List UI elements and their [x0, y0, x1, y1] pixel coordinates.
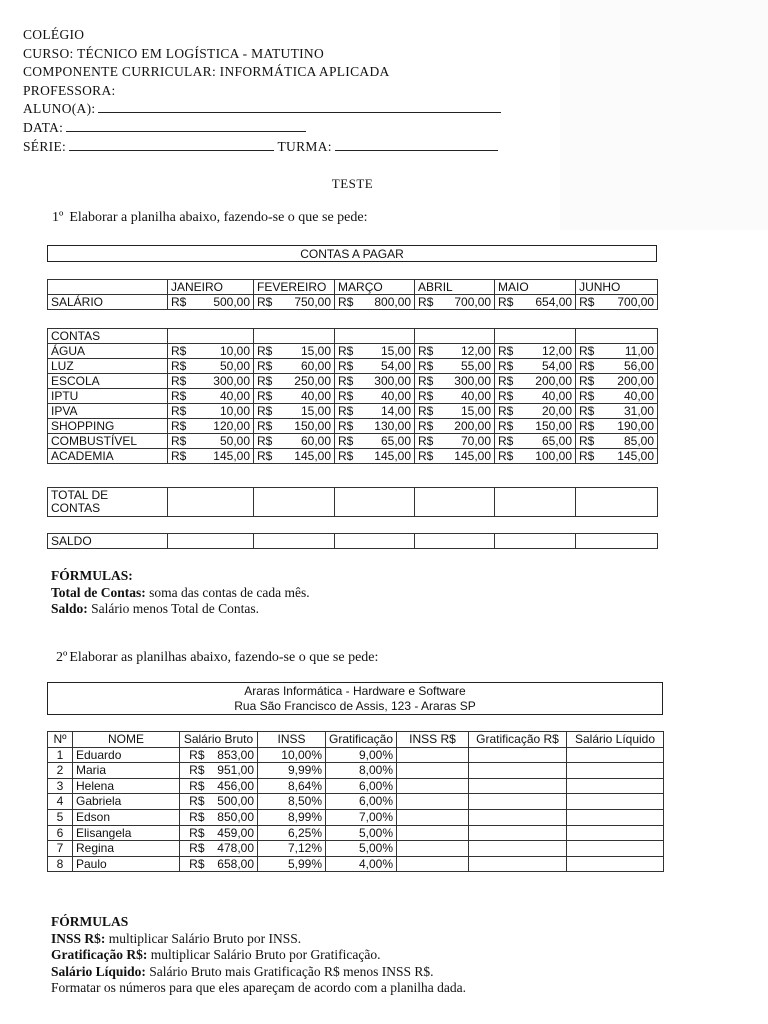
- currency-symbol: R$: [576, 434, 596, 449]
- salario-table: [47, 279, 658, 310]
- conta-row: [48, 449, 658, 464]
- conta-value: 150,00: [515, 419, 576, 434]
- contas-title: CONTAS A PAGAR: [48, 246, 657, 262]
- currency-symbol: R$: [576, 374, 596, 389]
- currency-symbol: R$: [335, 389, 355, 404]
- employee-name: Elisangela: [73, 825, 180, 841]
- currency-symbol: R$: [168, 344, 196, 359]
- employee-salario-bruto: 478,00: [208, 841, 258, 857]
- saldo-cell: [576, 534, 658, 549]
- conta-label: ACADEMIA: [48, 449, 168, 464]
- employee-gratificacao: 5,00%: [326, 841, 397, 857]
- curso-label: CURSO: TÉCNICO EM LOGÍSTICA - MATUTINO: [23, 45, 325, 61]
- total-cell: [254, 488, 335, 517]
- employee-name: Regina: [73, 841, 180, 857]
- employee-inss-rs: [397, 747, 469, 763]
- conta-value: 145,00: [196, 449, 254, 464]
- salario-value: 700,00: [435, 295, 495, 310]
- employee-number: 7: [48, 841, 73, 857]
- saldo-table: [47, 533, 658, 549]
- currency-symbol: R$: [495, 359, 515, 374]
- months-corner: [48, 280, 168, 295]
- currency-symbol: R$: [254, 295, 274, 310]
- employee-row: [48, 747, 664, 763]
- salario-value: 700,00: [596, 295, 658, 310]
- conta-row: [48, 344, 658, 359]
- total-label: [48, 488, 168, 517]
- whiteout-area: [560, 0, 768, 230]
- conta-value: 200,00: [596, 374, 658, 389]
- currency-symbol: R$: [168, 449, 196, 464]
- employee-inss-rs: [397, 856, 469, 872]
- conta-label: LUZ: [48, 359, 168, 374]
- employee-gratificacao-rs: [469, 809, 567, 825]
- total-table: [47, 487, 658, 517]
- employee-name: Eduardo: [73, 747, 180, 763]
- employee-name: Gabriela: [73, 794, 180, 810]
- employee-inss-rs: [397, 778, 469, 794]
- conta-row: [48, 374, 658, 389]
- conta-label: SHOPPING: [48, 419, 168, 434]
- total-label-line2: CONTAS: [51, 501, 101, 515]
- data-label: DATA:: [23, 119, 64, 135]
- conta-value: 55,00: [435, 359, 495, 374]
- currency-symbol: R$: [495, 449, 515, 464]
- employee-name: Paulo: [73, 856, 180, 872]
- conta-value: 145,00: [355, 449, 415, 464]
- conta-row: [48, 419, 658, 434]
- employee-column-header: NOME: [73, 732, 180, 748]
- employee-salario-liquido: [567, 856, 664, 872]
- total-formula-text: soma das contas de cada mês.: [145, 584, 310, 600]
- saldo-cell: [335, 534, 415, 549]
- question-2: [56, 650, 378, 666]
- saldo-cell: [415, 534, 495, 549]
- contas-header-cell: [254, 329, 335, 344]
- grat-formula-label: Gratificação R$:: [51, 947, 148, 962]
- employee-number: 3: [48, 778, 73, 794]
- employee-gratificacao-rs: [469, 841, 567, 857]
- employee-column-header: Nº: [48, 732, 73, 748]
- conta-value: 120,00: [196, 419, 254, 434]
- formulas-2: [51, 914, 466, 997]
- employee-gratificacao: 5,00%: [326, 825, 397, 841]
- conta-value: 50,00: [196, 359, 254, 374]
- employee-inss-rs: [397, 809, 469, 825]
- currency-symbol: R$: [254, 374, 274, 389]
- conta-value: 54,00: [355, 359, 415, 374]
- employee-gratificacao: 4,00%: [326, 856, 397, 872]
- employee-name: Helena: [73, 778, 180, 794]
- currency-symbol: R$: [254, 389, 274, 404]
- conta-value: 40,00: [596, 389, 658, 404]
- employee-salario-bruto: 850,00: [208, 809, 258, 825]
- employee-column-header: INSS R$: [397, 732, 469, 748]
- currency-symbol: R$: [495, 295, 515, 310]
- colegio-label: COLÉGIO: [23, 27, 85, 42]
- question-1: [52, 210, 368, 226]
- aluno-row: [23, 100, 523, 119]
- grat-formula-text: multiplicar Salário Bruto por Gratificação.: [147, 947, 381, 962]
- turma-blank-line: [335, 149, 498, 151]
- conta-value: 50,00: [196, 434, 254, 449]
- total-cell: [335, 488, 415, 517]
- currency-symbol: R$: [415, 295, 435, 310]
- conta-value: 150,00: [274, 419, 335, 434]
- employee-gratificacao-rs: [469, 747, 567, 763]
- conta-value: 14,00: [355, 404, 415, 419]
- employee-inss: 8,50%: [258, 794, 326, 810]
- month-header: MAIO: [495, 280, 576, 295]
- currency-symbol: R$: [576, 389, 596, 404]
- employee-inss: 9,99%: [258, 763, 326, 779]
- conta-value: 300,00: [355, 374, 415, 389]
- conta-row: [48, 359, 658, 374]
- conta-value: 130,00: [355, 419, 415, 434]
- currency-symbol: R$: [495, 434, 515, 449]
- serie-label: SÉRIE:: [23, 138, 67, 154]
- employee-inss-rs: [397, 763, 469, 779]
- conta-row: [48, 389, 658, 404]
- conta-value: 85,00: [596, 434, 658, 449]
- contas-table: [47, 328, 658, 464]
- total-label-line1: TOTAL DE: [51, 488, 109, 502]
- conta-label: ESCOLA: [48, 374, 168, 389]
- employee-salario-bruto: 459,00: [208, 825, 258, 841]
- professora-label: PROFESSORA:: [23, 82, 116, 98]
- employee-row: [48, 825, 664, 841]
- employee-inss: 8,64%: [258, 778, 326, 794]
- currency-symbol: R$: [495, 389, 515, 404]
- currency-symbol: R$: [180, 856, 208, 872]
- salario-value: 654,00: [515, 295, 576, 310]
- conta-value: 40,00: [196, 389, 254, 404]
- conta-value: 10,00: [196, 404, 254, 419]
- conta-value: 60,00: [274, 434, 335, 449]
- currency-symbol: R$: [168, 404, 196, 419]
- saldo-label: SALDO: [48, 534, 168, 549]
- month-header: ABRIL: [415, 280, 495, 295]
- currency-symbol: R$: [415, 404, 435, 419]
- month-header: MARÇO: [335, 280, 415, 295]
- employee-gratificacao-rs: [469, 778, 567, 794]
- conta-label: IPVA: [48, 404, 168, 419]
- currency-symbol: R$: [180, 825, 208, 841]
- total-formula-label: Total de Contas:: [51, 584, 146, 600]
- conta-value: 200,00: [515, 374, 576, 389]
- total-cell: [495, 488, 576, 517]
- currency-symbol: R$: [415, 419, 435, 434]
- employee-column-header: Gratificação: [326, 732, 397, 748]
- saldo-cell: [168, 534, 254, 549]
- company-name: Araras Informática - Hardware e Software: [244, 683, 466, 698]
- conta-value: 31,00: [596, 404, 658, 419]
- conta-value: 300,00: [196, 374, 254, 389]
- currency-symbol: R$: [576, 344, 596, 359]
- saldo-row: [48, 534, 658, 549]
- contas-header-cell: [415, 329, 495, 344]
- question-1-text: Elaborar a planilha abaixo, fazendo-se o que se pede:: [69, 210, 368, 225]
- months-header-row: [48, 280, 658, 295]
- conta-value: 70,00: [435, 434, 495, 449]
- employee-salario-liquido: [567, 763, 664, 779]
- aluno-blank-line: [98, 111, 501, 113]
- conta-value: 20,00: [515, 404, 576, 419]
- currency-symbol: R$: [495, 404, 515, 419]
- saldo-cell: [254, 534, 335, 549]
- conta-value: 11,00: [596, 344, 658, 359]
- employee-gratificacao: 9,00%: [326, 747, 397, 763]
- employee-name: Maria: [73, 763, 180, 779]
- currency-symbol: R$: [576, 404, 596, 419]
- employee-column-header: Salário Bruto: [180, 732, 258, 748]
- serie-row: [23, 138, 523, 157]
- employee-row: [48, 794, 664, 810]
- conta-value: 40,00: [355, 389, 415, 404]
- test-title: TESTE: [331, 176, 374, 191]
- contas-header-cell: [335, 329, 415, 344]
- total-row: [48, 488, 658, 517]
- format-instruction: Formatar os números para que eles apareçam de acordo com a planilha dada.: [51, 980, 466, 995]
- employee-number: 2: [48, 763, 73, 779]
- conta-value: 300,00: [435, 374, 495, 389]
- currency-symbol: R$: [254, 449, 274, 464]
- currency-symbol: R$: [180, 778, 208, 794]
- conta-value: 56,00: [596, 359, 658, 374]
- contas-header-row: [48, 329, 658, 344]
- data-row: [23, 119, 523, 138]
- componente-label: COMPONENTE CURRICULAR: INFORMÁTICA APLICADA: [23, 64, 390, 80]
- conta-value: 15,00: [274, 344, 335, 359]
- employees-table: [47, 731, 664, 872]
- month-header: FEVEREIRO: [254, 280, 335, 295]
- conta-label: COMBUSTÍVEL: [48, 434, 168, 449]
- currency-symbol: R$: [576, 359, 596, 374]
- employee-number: 5: [48, 809, 73, 825]
- employee-salario-liquido: [567, 825, 664, 841]
- employee-salario-bruto: 951,00: [208, 763, 258, 779]
- currency-symbol: R$: [576, 419, 596, 434]
- employee-column-header: Gratificação R$: [469, 732, 567, 748]
- formulas-1: [51, 568, 310, 618]
- contas-title-table: [47, 245, 657, 262]
- liq-formula-text: Salário Bruto mais Gratificação R$ menos INSS R$.: [145, 963, 434, 979]
- conta-value: 200,00: [435, 419, 495, 434]
- employee-column-header: Salário Líquido: [567, 732, 664, 748]
- month-header: JANEIRO: [168, 280, 254, 295]
- question-1-number: 1º: [52, 210, 64, 225]
- currency-symbol: R$: [168, 419, 196, 434]
- currency-symbol: R$: [576, 449, 596, 464]
- employee-inss-rs: [397, 794, 469, 810]
- formulas-1-heading: FÓRMULAS:: [51, 568, 133, 583]
- currency-symbol: R$: [335, 404, 355, 419]
- saldo-formula-label: Saldo:: [51, 601, 88, 616]
- turma-label: TURMA:: [277, 138, 332, 154]
- employee-salario-bruto: 456,00: [208, 778, 258, 794]
- currency-symbol: R$: [415, 344, 435, 359]
- conta-label: IPTU: [48, 389, 168, 404]
- employee-salario-bruto: 853,00: [208, 747, 258, 763]
- contas-header-cell: [168, 329, 254, 344]
- employee-row: [48, 856, 664, 872]
- employee-row: [48, 763, 664, 779]
- currency-symbol: R$: [180, 841, 208, 857]
- currency-symbol: R$: [415, 434, 435, 449]
- employee-salario-liquido: [567, 747, 664, 763]
- employee-salario-bruto: 658,00: [208, 856, 258, 872]
- employee-salario-liquido: [567, 778, 664, 794]
- currency-symbol: R$: [168, 374, 196, 389]
- employee-number: 8: [48, 856, 73, 872]
- conta-value: 10,00: [196, 344, 254, 359]
- currency-symbol: R$: [495, 344, 515, 359]
- conta-row: [48, 434, 658, 449]
- employee-inss: 6,25%: [258, 825, 326, 841]
- employee-gratificacao: 7,00%: [326, 809, 397, 825]
- conta-value: 15,00: [435, 404, 495, 419]
- employee-column-header: INSS: [258, 732, 326, 748]
- employee-number: 4: [48, 794, 73, 810]
- salario-value: 750,00: [274, 295, 335, 310]
- total-cell: [168, 488, 254, 517]
- currency-symbol: R$: [180, 794, 208, 810]
- company-cell: [48, 683, 663, 715]
- formulas-2-heading: FÓRMULAS: [51, 914, 129, 929]
- saldo-formula-text: Salário menos Total de Contas.: [87, 601, 260, 616]
- employee-inss: 7,12%: [258, 841, 326, 857]
- conta-value: 12,00: [515, 344, 576, 359]
- salario-row: [48, 295, 658, 310]
- employee-row: [48, 841, 664, 857]
- currency-symbol: R$: [495, 374, 515, 389]
- employee-row: [48, 778, 664, 794]
- currency-symbol: R$: [180, 763, 208, 779]
- conta-value: 12,00: [435, 344, 495, 359]
- currency-symbol: R$: [168, 359, 196, 374]
- saldo-cell: [495, 534, 576, 549]
- question-2-number: 2º: [56, 650, 68, 665]
- inss-formula-label: INSS R$:: [51, 930, 106, 946]
- currency-symbol: R$: [415, 449, 435, 464]
- currency-symbol: R$: [415, 389, 435, 404]
- conta-value: 145,00: [596, 449, 658, 464]
- inss-formula-text: multiplicar Salário Bruto por INSS.: [105, 930, 302, 946]
- currency-symbol: R$: [576, 295, 596, 310]
- salario-value: 800,00: [355, 295, 415, 310]
- conta-value: 40,00: [515, 389, 576, 404]
- conta-row: [48, 404, 658, 419]
- employee-row: [48, 809, 664, 825]
- company-address: Rua São Francisco de Assis, 123 - Araras SP: [234, 698, 476, 713]
- document-header: [23, 26, 523, 156]
- contas-header-cell: [495, 329, 576, 344]
- currency-symbol: R$: [335, 374, 355, 389]
- currency-symbol: R$: [335, 419, 355, 434]
- employee-gratificacao-rs: [469, 825, 567, 841]
- employee-name: Edson: [73, 809, 180, 825]
- currency-symbol: R$: [335, 344, 355, 359]
- contas-header-cell: [576, 329, 658, 344]
- currency-symbol: R$: [335, 359, 355, 374]
- currency-symbol: R$: [254, 359, 274, 374]
- total-cell: [415, 488, 495, 517]
- conta-value: 100,00: [515, 449, 576, 464]
- currency-symbol: R$: [495, 419, 515, 434]
- liq-formula-label: Salário Líquido:: [51, 963, 146, 979]
- month-header: JUNHO: [576, 280, 658, 295]
- conta-value: 15,00: [355, 344, 415, 359]
- employee-salario-liquido: [567, 841, 664, 857]
- salario-value: 500,00: [196, 295, 254, 310]
- conta-value: 190,00: [596, 419, 658, 434]
- total-cell: [576, 488, 658, 517]
- currency-symbol: R$: [415, 359, 435, 374]
- currency-symbol: R$: [180, 747, 208, 763]
- employee-number: 6: [48, 825, 73, 841]
- employee-number: 1: [48, 747, 73, 763]
- employee-inss-rs: [397, 841, 469, 857]
- currency-symbol: R$: [415, 374, 435, 389]
- employee-gratificacao-rs: [469, 856, 567, 872]
- contas-label: CONTAS: [48, 329, 168, 344]
- conta-value: 60,00: [274, 359, 335, 374]
- conta-value: 145,00: [435, 449, 495, 464]
- conta-value: 65,00: [515, 434, 576, 449]
- data-blank-line: [66, 130, 306, 132]
- conta-value: 65,00: [355, 434, 415, 449]
- currency-symbol: R$: [254, 419, 274, 434]
- question-2-text: Elaborar as planilhas abaixo, fazendo-se o que se pede:: [69, 650, 379, 665]
- employee-inss: 10,00%: [258, 747, 326, 763]
- conta-value: 145,00: [274, 449, 335, 464]
- employee-gratificacao: 6,00%: [326, 778, 397, 794]
- employee-salario-liquido: [567, 809, 664, 825]
- employee-salario-liquido: [567, 794, 664, 810]
- employees-header-row: [48, 732, 664, 748]
- currency-symbol: R$: [180, 809, 208, 825]
- employee-gratificacao-rs: [469, 763, 567, 779]
- employee-salario-bruto: 500,00: [208, 794, 258, 810]
- currency-symbol: R$: [335, 434, 355, 449]
- currency-symbol: R$: [168, 389, 196, 404]
- currency-symbol: R$: [254, 434, 274, 449]
- currency-symbol: R$: [168, 434, 196, 449]
- currency-symbol: R$: [254, 404, 274, 419]
- employee-inss-rs: [397, 825, 469, 841]
- aluno-label: ALUNO(A):: [23, 101, 96, 117]
- conta-value: 54,00: [515, 359, 576, 374]
- employee-inss: 8,99%: [258, 809, 326, 825]
- conta-value: 40,00: [435, 389, 495, 404]
- conta-value: 250,00: [274, 374, 335, 389]
- employee-gratificacao: 6,00%: [326, 794, 397, 810]
- employee-gratificacao: 8,00%: [326, 763, 397, 779]
- company-table: [47, 682, 663, 715]
- employee-gratificacao-rs: [469, 794, 567, 810]
- conta-value: 40,00: [274, 389, 335, 404]
- salario-label: SALÁRIO: [48, 295, 168, 310]
- currency-symbol: R$: [335, 295, 355, 310]
- currency-symbol: R$: [335, 449, 355, 464]
- conta-value: 15,00: [274, 404, 335, 419]
- conta-label: ÁGUA: [48, 344, 168, 359]
- currency-symbol: R$: [168, 295, 196, 310]
- currency-symbol: R$: [254, 344, 274, 359]
- employee-inss: 5,99%: [258, 856, 326, 872]
- serie-blank-line: [69, 149, 274, 151]
